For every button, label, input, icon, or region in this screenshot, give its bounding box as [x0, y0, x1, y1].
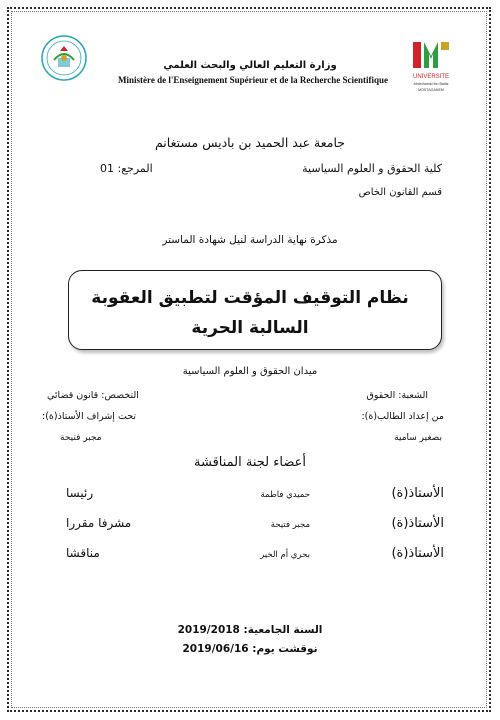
thesis-title-line2: السالبة الحرية [191, 318, 309, 338]
study-field: ميدان الحقوق و العلوم السياسية [182, 366, 318, 377]
ministry-arabic: وزارة التعليم العالي والبحث العلمي [163, 60, 337, 71]
committee-title: أعضاء لجنة المناقشة [194, 455, 306, 470]
member-name: بحري أم الخير [260, 550, 310, 560]
defense-date: نوقشت يوم: 2019/06/16 [182, 643, 318, 655]
title-box [68, 270, 442, 350]
student-name: بصغير سامية [394, 433, 442, 443]
university-logo-sub: Abdelhamid Ibn Badis [413, 82, 449, 86]
ministry-french: Ministère de l'Enseignement Supérieur et de la Recherche Scientifique [118, 75, 388, 85]
branch: الشعبة: الحقوق [366, 390, 428, 401]
specialization: التخصص: قانون قضائي [47, 390, 139, 401]
faculty-seal-logo [40, 34, 88, 82]
faculty-name: كلية الحقوق و العلوم السياسية [302, 162, 442, 175]
reference-number: المرجع: 01 [100, 162, 153, 175]
academic-year: السنة الجامعية: 2019/2018 [177, 624, 323, 636]
member-role: مناقشا [66, 546, 100, 560]
thesis-type: مذكرة نهاية الدراسة لنيل شهادة الماستر [162, 234, 338, 246]
prepared-by-label: من إعداد الطالب(ة): [361, 411, 444, 422]
member-title: الأستاذ(ة) [391, 546, 444, 561]
member-role: رئيسا [66, 486, 94, 500]
university-logo-city: MOSTAGANEM [418, 88, 444, 92]
department-name: قسم القانون الخاص [358, 187, 442, 198]
member-name: مجبر فتيحة [270, 520, 310, 530]
member-title: الأستاذ(ة) [391, 486, 444, 501]
supervisor-name: مجبر فتيحة [60, 433, 102, 443]
university-logo-label: UNIVERSITE [412, 74, 450, 80]
university-name: جامعة عبد الحميد بن باديس مستغانم [154, 135, 346, 150]
page-border-inner [11, 11, 487, 708]
member-name: حميدي فاطمة [260, 490, 310, 500]
supervised-by-label: تحت إشراف الأستاذ(ة): [42, 411, 137, 422]
member-role: مشرفا مقررا [66, 516, 132, 530]
thesis-title-line1: نظام التوقيف المؤقت لتطبيق العقوبة [91, 288, 409, 308]
member-title: الأستاذ(ة) [391, 516, 444, 531]
